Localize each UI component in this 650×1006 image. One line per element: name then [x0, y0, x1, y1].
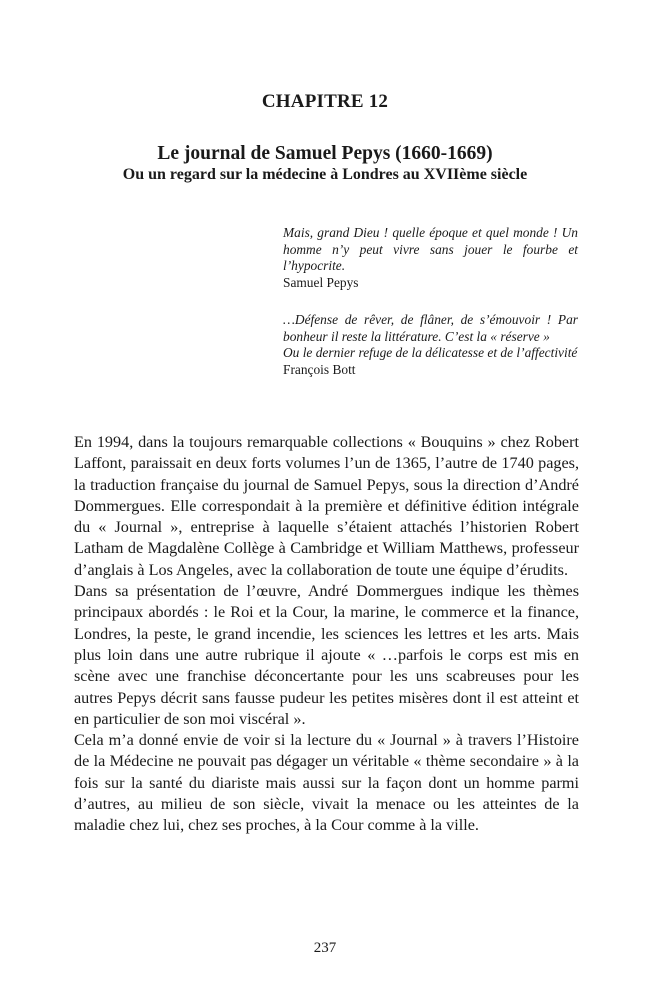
page-number: 237 — [313, 940, 337, 956]
paragraph: Cela m’a donné envie de voir si la lecture du « Journal » à travers l’Histoire de la Médecine ne pouvait pas dégager un véritable « thème secondaire » à la fois sur la santé du diariste mais aussi sur la façon dont un homme parmi d’autres, au milieu de son siècle, vivait la menace ou les atteintes de la maladie chez lui, chez ses proches, à la Cour comme à la ville. — [74, 731, 579, 835]
chapter-subtitle: Ou un regard sur la médecine à Londres au XVIIème siècle — [122, 166, 528, 183]
epigraph-quote: Mais, grand Dieu ! quelle époque et quel monde ! Un homme n’y peut vivre sans jouer le fourbe et l’hypocrite. — [283, 225, 578, 274]
epigraph-author: François Bott — [283, 362, 356, 378]
epigraph-author: Samuel Pepys — [283, 275, 359, 291]
chapter-heading: CHAPITRE 12 — [261, 91, 389, 112]
epigraph — [283, 312, 578, 379]
paragraph: Dans sa présentation de l’œuvre, André Dommergues indique les thèmes principaux abordés : le Roi et la Cour, la marine, le commerce et la finance, Londres, la peste, le grand incendie, les sciences les lettres et les arts. Mais plus loin dans une autre rubrique il ajoute « …parfois le corps est mis en scène avec une franchise déconcertante pour les uns scabreuses pour les autres Pepys décrit sans fausse pudeur les petites misères dont il est atteint et en particulier de son moi viscéral ». — [74, 582, 579, 728]
paragraph: En 1994, dans la toujours remarquable collections « Bouquins » chez Robert Laffont, paraissait en deux forts volumes l’un de 1365, l’autre de 1740 pages, la traduction française du journal de Samuel Pepys, sous la direction d’André Dommergues. Elle correspondait à la première et définitive édition intégrale du « Journal », entreprise à laquelle s’étaient attachés l’historien Robert Latham de Magdalène Collège à Cambridge et William Matthews, professeur d’anglais à Los Angeles, avec la collaboration de toute une équipe d’érudits. — [74, 433, 579, 579]
epigraph-quote: …Défense de rêver, de flâner, de s’émouvoir ! Par bonheur il reste la littérature. C’est la « réserve » — [283, 312, 578, 344]
epigraph — [283, 225, 578, 292]
chapter-title: Le journal de Samuel Pepys (1660-1669) — [157, 143, 493, 164]
body-text — [74, 432, 579, 837]
epigraph-quote: Ou le dernier refuge de la délicatesse et de l’affectivité — [283, 345, 578, 361]
